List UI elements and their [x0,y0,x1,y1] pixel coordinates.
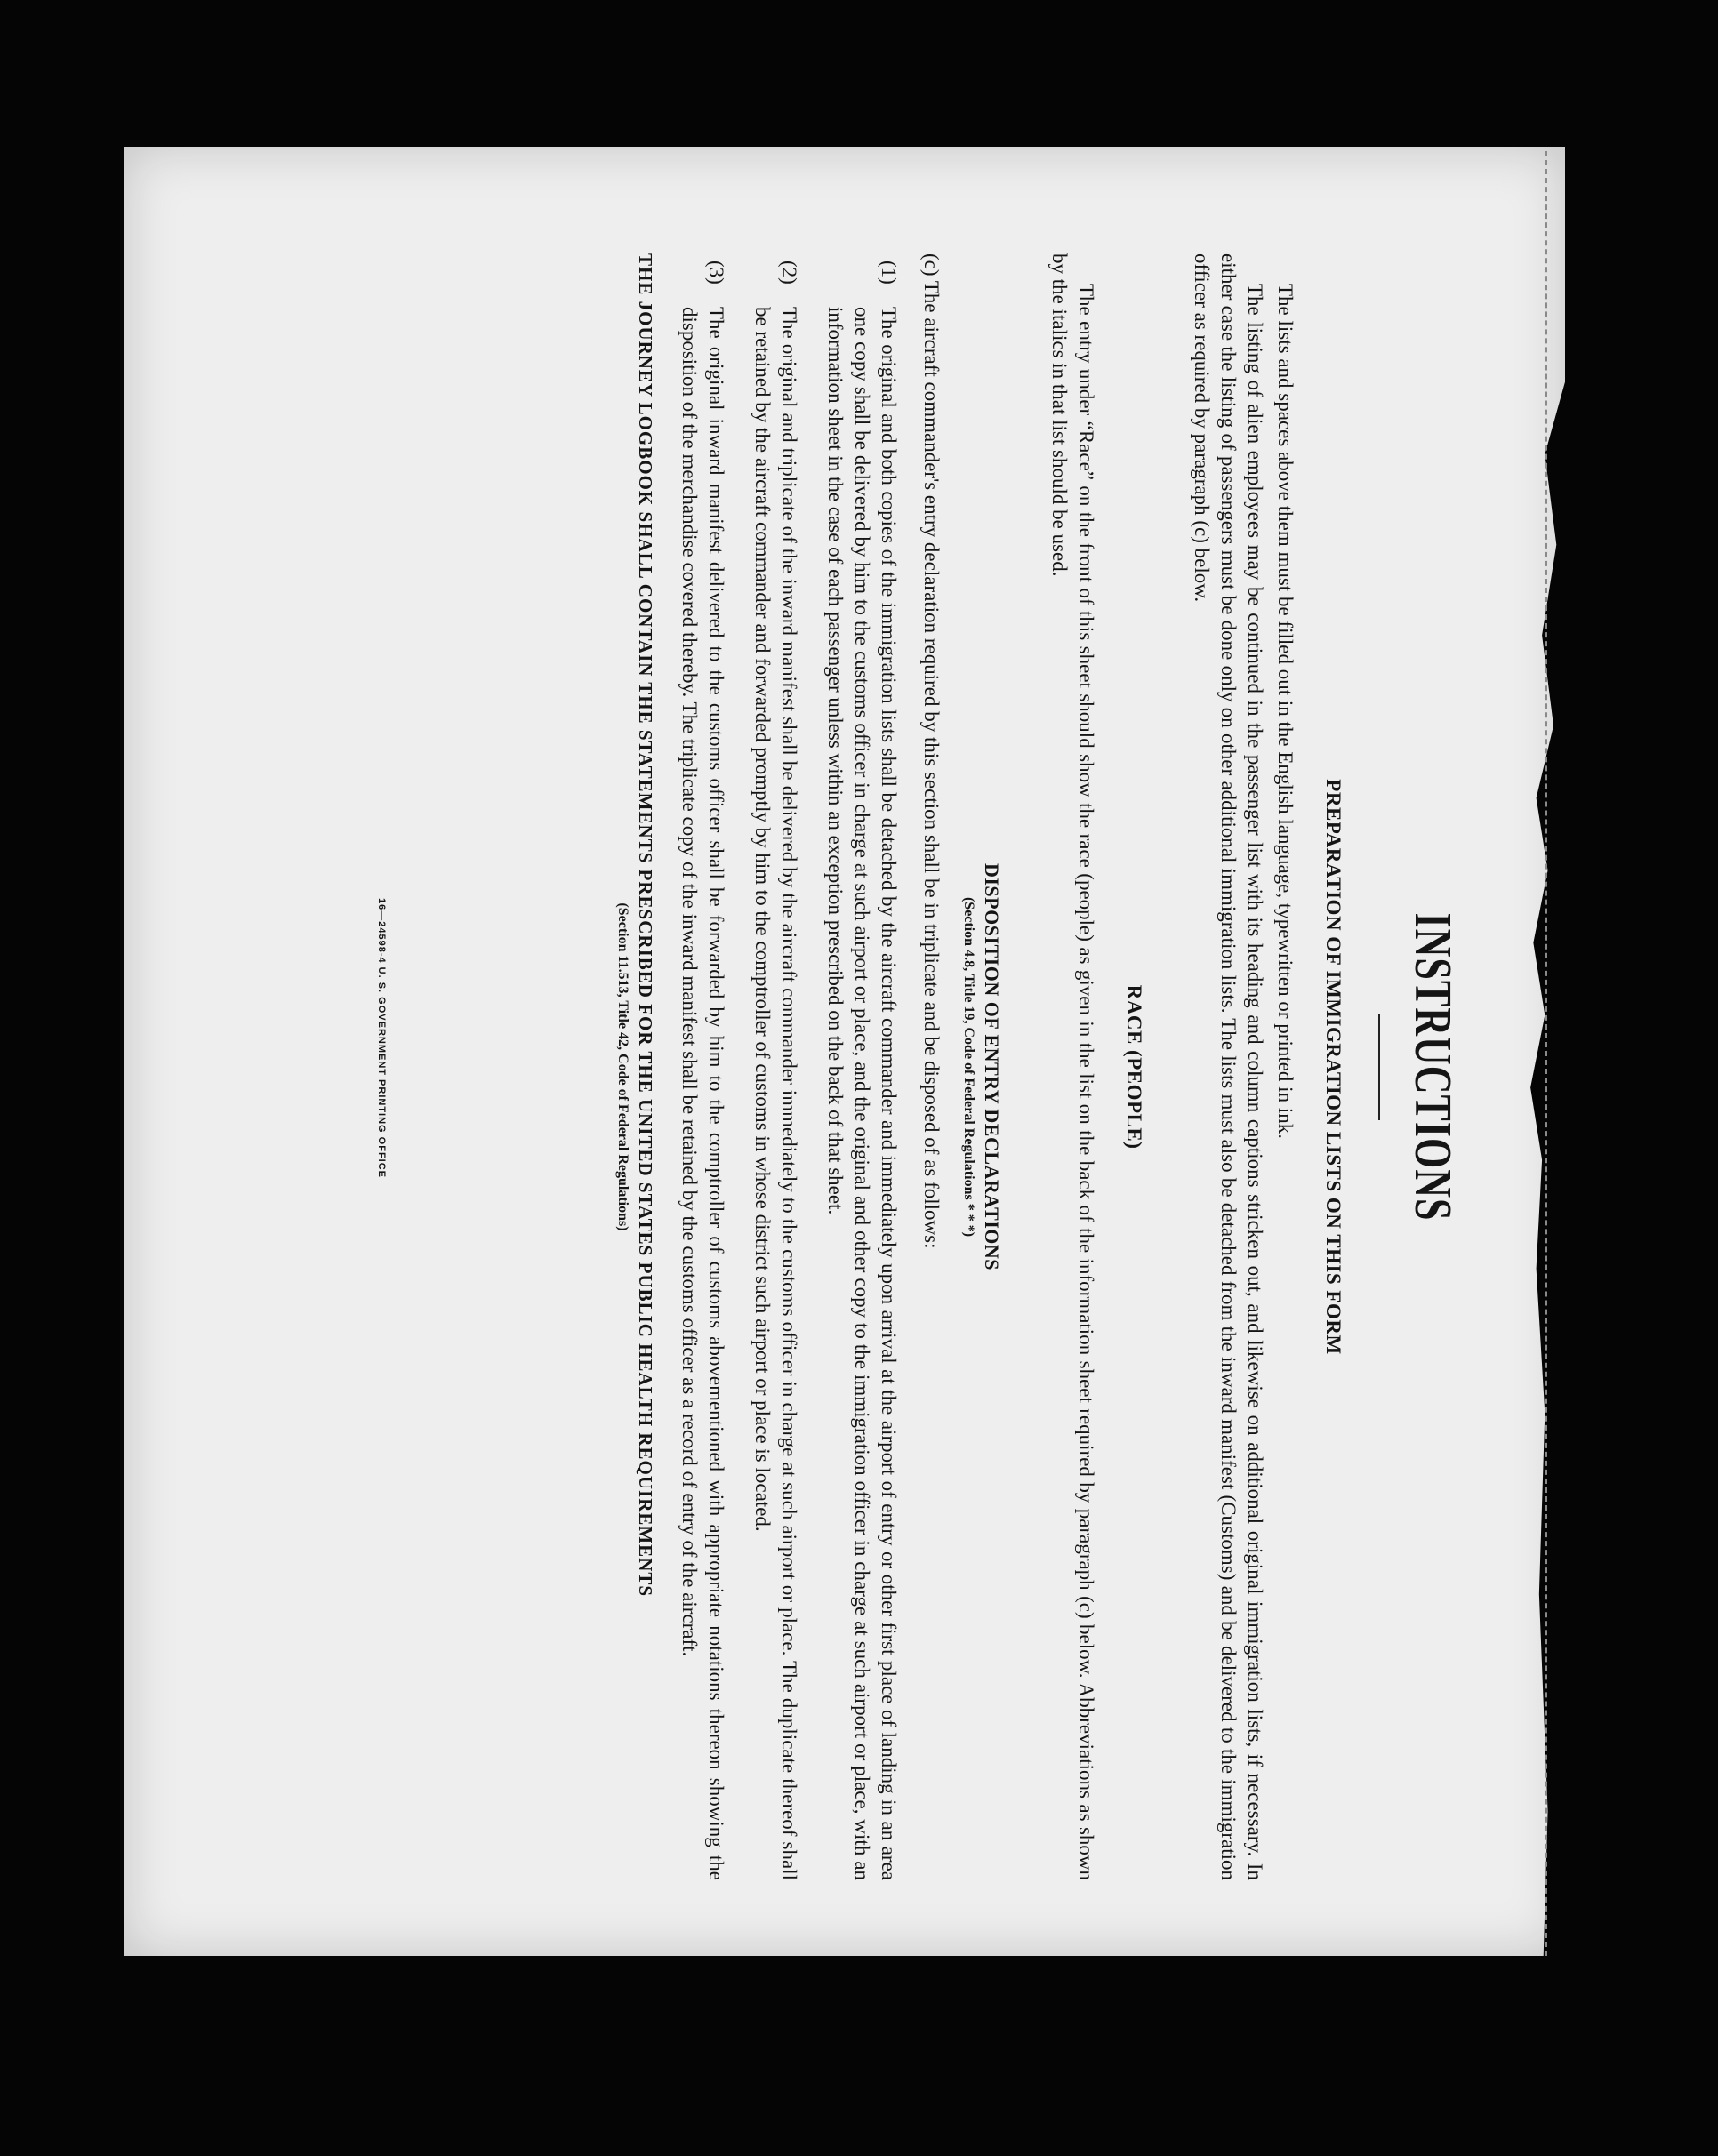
instructions-page [165,169,1578,1934]
list-item [749,253,802,1880]
printer-imprint: 16—24598-4 U. S. GOVERNMENT PRINTING OFFICE [376,898,387,1179]
section-heading-race: RACE (PEOPLE) [1123,984,1145,1150]
paragraph-declaration-intro: (c) The aircraft commander's entry declaration required by this section shall be in triplicate and be disposed of as follows: [920,253,943,1249]
list-item-text: The original and triplicate of the inward manifest shall be delivered by the aircraft commander immediately to the customs officer in charge at such airport or place. The duplicate thereof shall be retained by the aircraft commander and forwarded promptly by him to the comptroller of customs in whose district such airport or place is located. [751,307,800,1880]
list-item-number: (2) [778,260,800,285]
paragraph-lists-language: The lists and spaces above them must be filled out in the English language, typewritten or printed in ink. [1274,284,1297,1139]
list-item-text: The original inward manifest delivered to the customs officer shall be forwarded by him to the comptroller of customs abovementioned with appropriate notations thereon showing the disposition of the merchandise covered thereby. The triplicate copy of the inward manifest shall be retained by the customs officer as a record of entry of the aircraft. [678,307,727,1880]
footer-requirement-heading: THE JOURNEY LOGBOOK SHALL CONTAIN THE STATEMENTS PRESCRIBED FOR THE UNITED STATES PUBLIC HEALTH REQUIREMENTS [635,253,656,1598]
title-rule [1378,1014,1380,1120]
section-heading-disposition: DISPOSITION OF ENTRY DECLARATIONS [981,862,1003,1271]
list-item-number: (3) [705,260,727,285]
list-item-number: (1) [878,260,900,285]
page-title: INSTRUCTIONS [1403,912,1463,1222]
paragraph-alien-employees: The listing of alien employees may be continued in the passenger list with its heading and column captions stricken out, and likewise on additional original immigration lists, if necessary. In either case the listing of passengers must be done only on other additional immigration lists. The lists must also be detached from the inward manifest (Customs) and be delivered to the immigration officer as required by paragraph (c) below. [1191,253,1266,1880]
paragraph-race-entry: The entry under “Race” on the front of this sheet should show the race (people) as given in the list on the back of the information sheet required by paragraph (c) below. Abbreviations as shown by the italics in that list should be used. [1048,253,1097,1880]
list-item [822,253,902,1880]
list-item-text: The original and both copies of the immigration lists shall be detached by the aircraft commander and immediately upon arrival at the airport of entry or other first place of landing in an area one copy shall be delivered by him to the customs officer in charge at such airport or place, and the original and other copy to the immigration officer in charge at such airport or place, with an information sheet in the case of each passenger unless within an exception prescribed on the back of that sheet. [824,307,900,1880]
section-citation: (Section 4.8, Title 19, Code of Federal Regulations * * *) [961,896,976,1238]
footer-citation: (Section 11.513, Title 42, Code of Federal Regulations) [615,902,630,1231]
list-item [676,253,729,1880]
section-heading-preparation: PREPARATION OF IMMIGRATION LISTS ON THIS FORM [1322,779,1345,1355]
